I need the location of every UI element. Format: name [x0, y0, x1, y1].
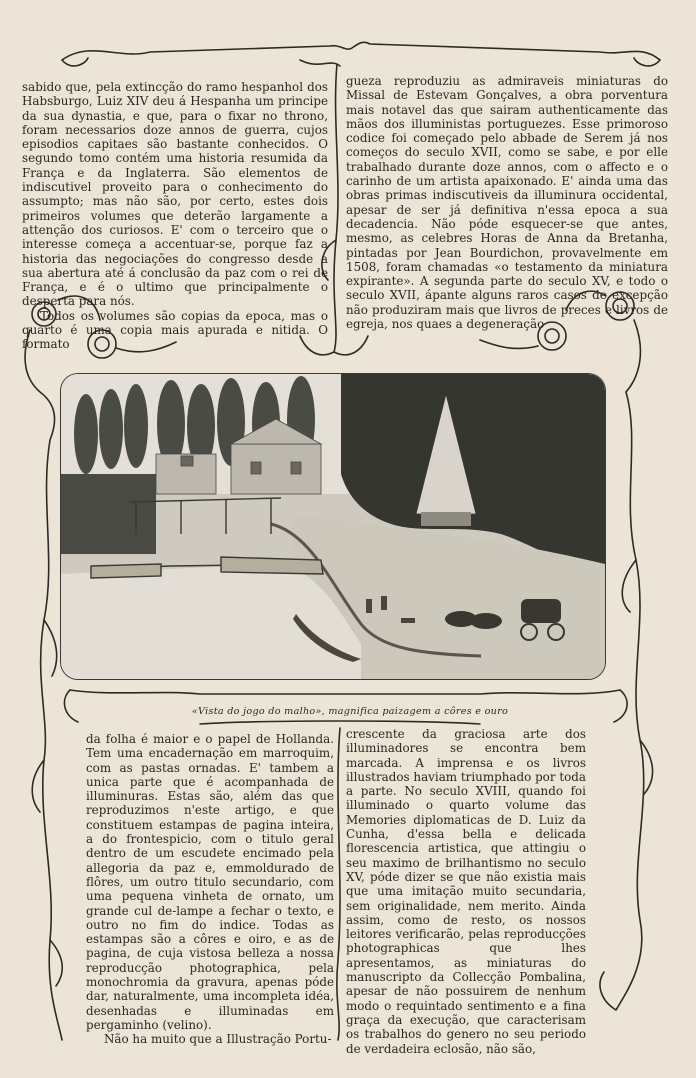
- paragraph: crescente da graciosa arte dos illuminadores se encontra bem marcada. A imprensa e os livros illustrados haviam triumphado por toda a parte. No seculo XVIII, quando foi illuminado o quarto volume das Memories diplomaticas de D. Luiz da Cunha, d'essa bella e delicada florescencia artistica, que attingiu o seu maximo de brilhantismo no seculo XV, póde dizer se que não existia mais que uma imitação muito secundaria, sem originalidade, nem merito. Ainda assim, como de resto, os nossos leitores verificarão, pelas reproducções photographicas que lhes apresentamos, as miniaturas do manuscripto da Collecção Pombalina, apesar de não possuirem de nenhum modo o requintado sentimento e a fina graça da execução, que caracterisam os trabalhos do genero no seu periodo de verdadeira eclosão, não são,: [346, 727, 586, 1056]
- text-column-bottom-left: [86, 732, 334, 1047]
- figure-caption: «Vista do jogo do malho», magnifica paizagem a côres e ouro: [191, 706, 509, 717]
- text-column-top-left: [22, 80, 328, 352]
- paragraph: Todos os volumes são copias da epoca, mas o quarto é uma copia mais apurada e nitida. O formato: [22, 308, 328, 352]
- landscape-illustration: [60, 373, 606, 680]
- text-column-bottom-right: [346, 727, 586, 1056]
- paragraph: sabido que, pela extincção do ramo hespanhol dos Habsburgo, Luiz XIV deu á Hespanha um principe da sua dynastia, e que, para o fixar no throno, foram necessarios doze annos de guerra, cujos episodios capitaes são bastante conhecidos. O segundo tomo contém uma historia resumida da França e da Inglaterra. São elementos de indiscutivel proveito para o conhecimento do assumpto; mas não são, por certo, estes dois primeiros volumes que deterão largamente a attenção dos curiosos. E' com o terceiro que o interesse começa a accentuar-se, porque faz a historia das negociações do congresso desde a sua abertura até á conclusão da paz com o rei de França, e é o ultimo que principalmente o desperta para nós.: [22, 80, 328, 309]
- paragraph: da folha é maior e o papel de Hollanda. Tem uma encadernação em marroquim, com as pastas ornadas. E' tambem a unica parte que é acompanhada de illuminuras. Estas são, além das que reproduzimos n'este artigo, e que constituem estampas de pagina inteira, a do frontespicio, com o titulo geral dentro de um escudete encimado pela allegoria da paz e, emmoldurado de flôres, um outro titulo secundario, com uma pequena vinheta de ornato, um grande cul de-lampe a fechar o texto, e outro no fim do indice. Todas as estampas são a côres e oiro, e as de pagina, de cuja vistosa belleza a nossa reproducção photographica, pela monochromia da gravura, apenas póde dar, naturalmente, uma incompleta idéa, desenhadas e illuminadas em pergaminho (velino).: [86, 732, 334, 1032]
- paragraph: gueza reproduziu as admiraveis miniaturas do Missal de Estevam Gonçalves, a obra porventura mais notavel das que sairam authenticamente das mãos dos illuministas portuguezes. Esse primoroso codice foi começado pelo abbade de Serem já nos começos do seculo XVII, como se sabe, e por elle trabalhado durante doze annos, com o affecto e o carinho de um artista apaixonado. E' ainda uma das obras primas indiscutiveis da illuminura occidental, apesar de ser já definitiva n'essa epoca a sua decadencia. Não póde esquecer-se que antes, mesmo, as celebres Horas de Anna da Bretanha, pintadas por Jean Bourdichon, provavelmente em 1508, foram chamadas «o testamento da miniatura expirante». A segunda parte do seculo XV, e todo o seculo XVII, ápante alguns raros casos de excepção não produziram mais que livros de preces e livros de egreja, nos quaes a degeneração: [346, 74, 668, 332]
- text-column-top-right: [346, 74, 668, 330]
- landscape-painting: [61, 374, 605, 679]
- paragraph: Não ha muito que a Illustração Portu-: [104, 1032, 332, 1047]
